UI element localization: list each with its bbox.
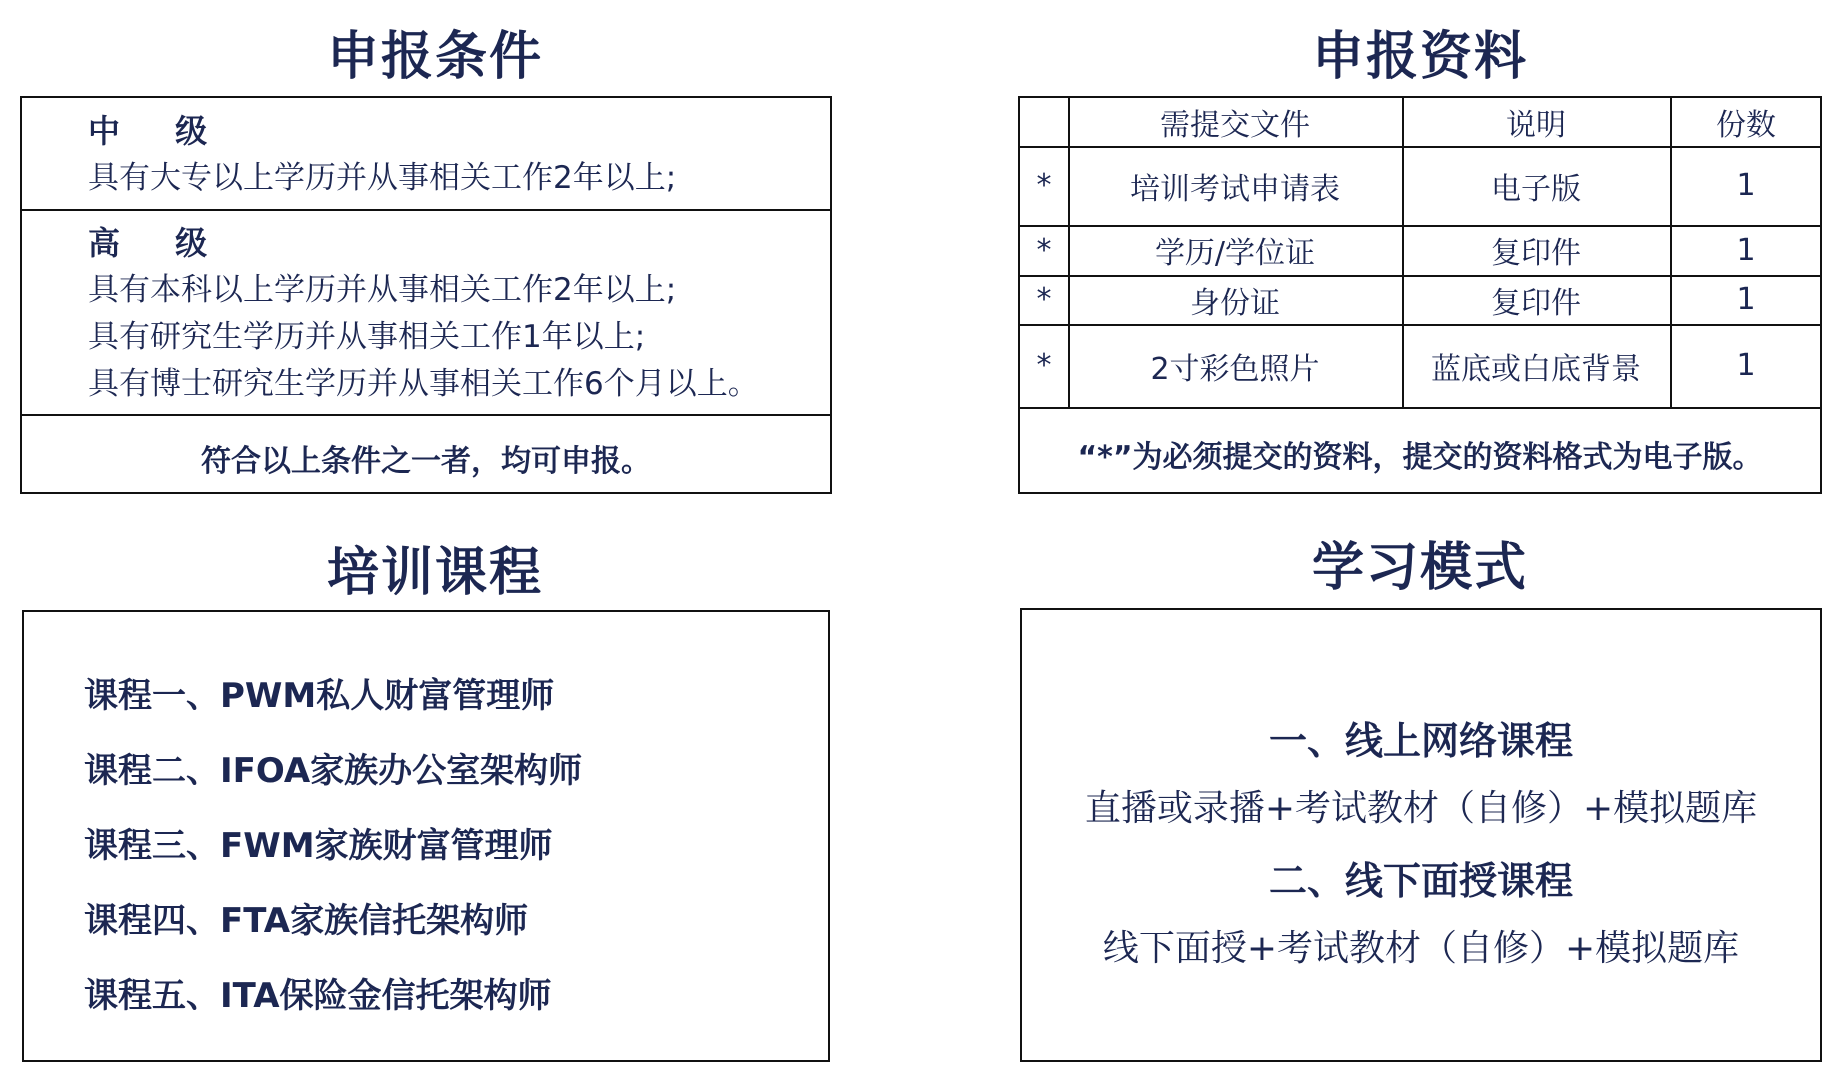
table-cell: 培训考试申请表: [1130, 171, 1340, 207]
table-cell: 身份证: [1190, 285, 1280, 321]
table-cell: *: [1036, 282, 1052, 317]
conditions-box: [20, 96, 832, 494]
senior-level-label: 高 级: [88, 224, 230, 262]
conditions-footer: 符合以上条件之一者，均可申报。: [201, 444, 651, 479]
senior-level-line: 具有研究生学历并从事相关工作1年以上;: [88, 319, 646, 355]
senior-level-line: 具有博士研究生学历并从事相关工作6个月以上。: [88, 366, 759, 402]
middle-level-section: [22, 108, 830, 202]
table-header-cell: 说明: [1506, 108, 1566, 143]
study-modes-title: 学习模式: [1311, 538, 1528, 598]
table-cell: 复印件: [1491, 285, 1581, 321]
table-cell: 复印件: [1491, 236, 1581, 271]
table-cell: 学历/学位证: [1154, 236, 1316, 271]
middle-level-label: 中 级: [88, 112, 230, 150]
mode-title-online: 一、线上网络课程: [1268, 719, 1573, 763]
courses-box: [22, 610, 830, 1062]
materials-title: 申报资料: [1311, 27, 1528, 87]
senior-level-line: 具有本科以上学历并从事相关工作2年以上;: [88, 272, 677, 308]
table-cell: *: [1036, 348, 1052, 383]
study-modes-box: [1020, 608, 1822, 1062]
course-item: 课程四、FTA家族信托架构师: [84, 901, 529, 941]
table-cell: 2寸彩色照片: [1150, 351, 1320, 387]
conditions-title: 申报条件: [326, 27, 543, 87]
table-header-cell: [1020, 98, 1068, 146]
course-item: 课程五、ITA保险金信托架构师: [84, 976, 552, 1016]
table-cell: 蓝底或白底背景: [1431, 351, 1641, 387]
mode-desc-offline: 线下面授+考试教材（自修）+模拟题库: [1102, 928, 1740, 969]
table-cell: *: [1036, 232, 1052, 268]
table-cell: 1: [1736, 348, 1756, 383]
table-cell: 1: [1736, 282, 1756, 317]
materials-table: [1018, 96, 1822, 494]
table-cell: 电子版: [1491, 171, 1581, 207]
table-cell: 1: [1736, 232, 1756, 268]
senior-level-section: [22, 220, 830, 408]
materials-note: “*”为必须提交的资料，提交的资料格式为电子版。: [1077, 440, 1763, 475]
table-cell: *: [1036, 168, 1052, 203]
middle-level-line: 具有大专以上学历并从事相关工作2年以上;: [88, 160, 677, 196]
course-item: 课程三、FWM家族财富管理师: [84, 826, 553, 866]
conditions-divider: [22, 209, 830, 211]
course-item: 课程一、PWM私人财富管理师: [84, 676, 555, 716]
table-header-cell: 份数: [1716, 108, 1776, 143]
course-item: 课程二、IFOA家族办公室架构师: [84, 751, 583, 791]
courses-title: 培训课程: [326, 543, 543, 603]
mode-title-offline: 二、线下面授课程: [1268, 859, 1573, 903]
table-cell: 1: [1736, 168, 1756, 203]
mode-desc-online: 直播或录播+考试教材（自修）+模拟题库: [1084, 788, 1758, 829]
conditions-divider: [22, 414, 830, 416]
table-header-cell: 需提交文件: [1160, 108, 1310, 143]
